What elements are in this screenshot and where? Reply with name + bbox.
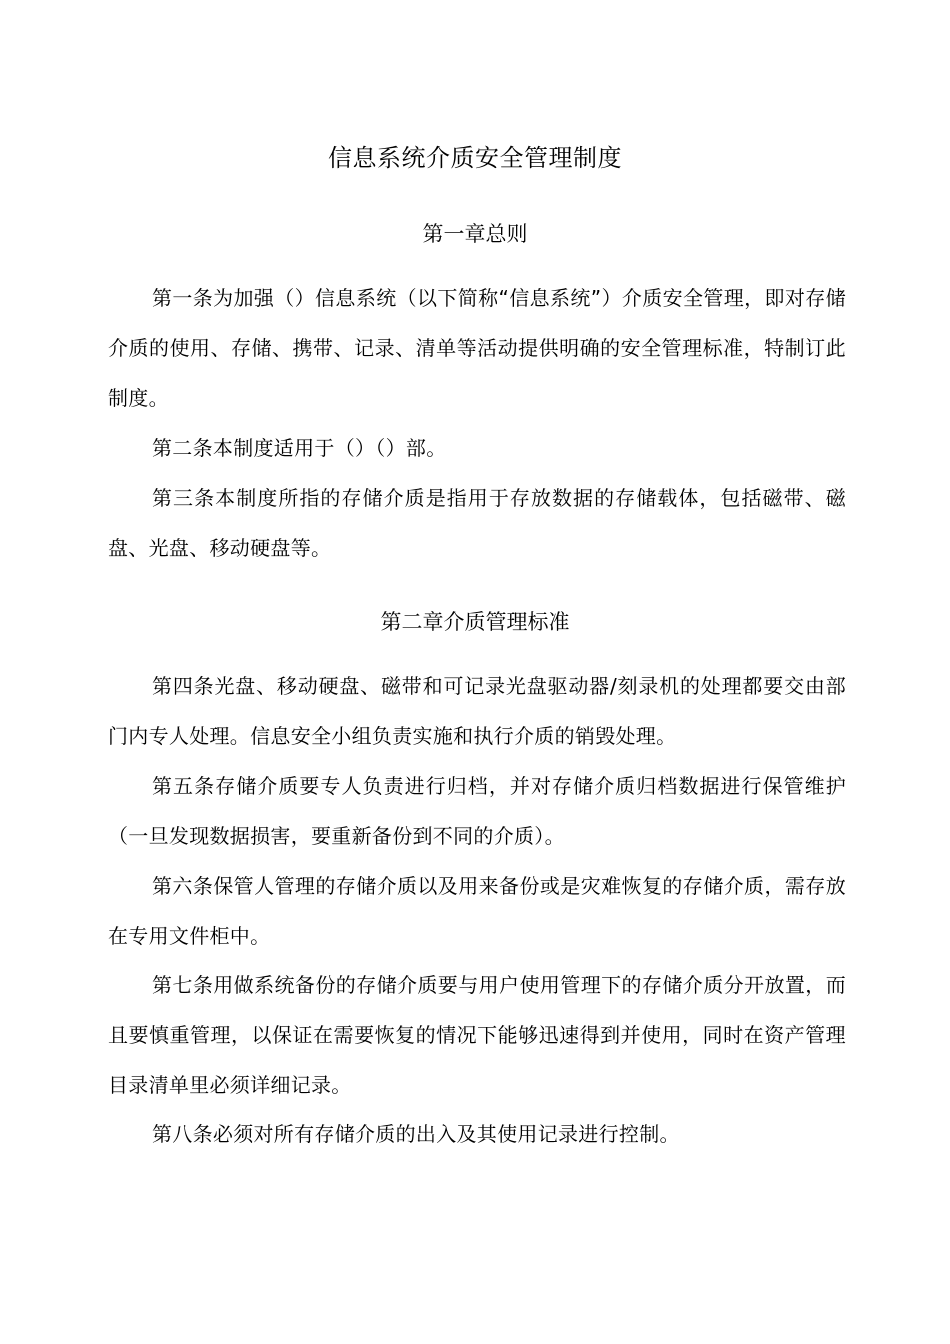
document-title: 信息系统介质安全管理制度 bbox=[328, 144, 622, 172]
article-2-paragraph: 第二条本制度适用于（）（）部。 bbox=[152, 436, 447, 460]
article-3-paragraph: 第三条本制度所指的存储介质是指用于存放数据的存储载体，包括磁带、磁盘、光盘、移动硬盘等。 bbox=[108, 486, 846, 560]
article-4-paragraph: 第四条光盘、移动硬盘、磁带和可记录光盘驱动器/刻录机的处理都要交由部门内专人处理。信息安全小组负责实施和执行介质的销毁处理。 bbox=[108, 674, 846, 748]
article-7-paragraph: 第七条用做系统备份的存储介质要与用户使用管理下的存储介质分开放置，而且要慎重管理，以保证在需要恢复的情况下能够迅速得到并使用，同时在资产管理目录清单里必须详细记录。 bbox=[108, 973, 846, 1097]
chapter-heading-1: 第一章总则 bbox=[422, 222, 528, 246]
chapter-heading-2: 第二章介质管理标准 bbox=[380, 610, 570, 634]
article-6-paragraph: 第六条保管人管理的存储介质以及用来备份或是灾难恢复的存储介质，需存放在专用文件柜中。 bbox=[108, 874, 846, 948]
article-8-paragraph: 第八条必须对所有存储介质的出入及其使用记录进行控制。 bbox=[152, 1122, 680, 1146]
article-5-paragraph: 第五条存储介质要专人负责进行归档，并对存储介质归档数据进行保管维护（一旦发现数据损害，要重新备份到不同的介质）。 bbox=[108, 774, 846, 848]
article-1-paragraph: 第一条为加强（）信息系统（以下简称“信息系统”）介质安全管理，即对存储介质的使用、存储、携带、记录、清单等活动提供明确的安全管理标准，特制订此制度。 bbox=[108, 286, 846, 410]
